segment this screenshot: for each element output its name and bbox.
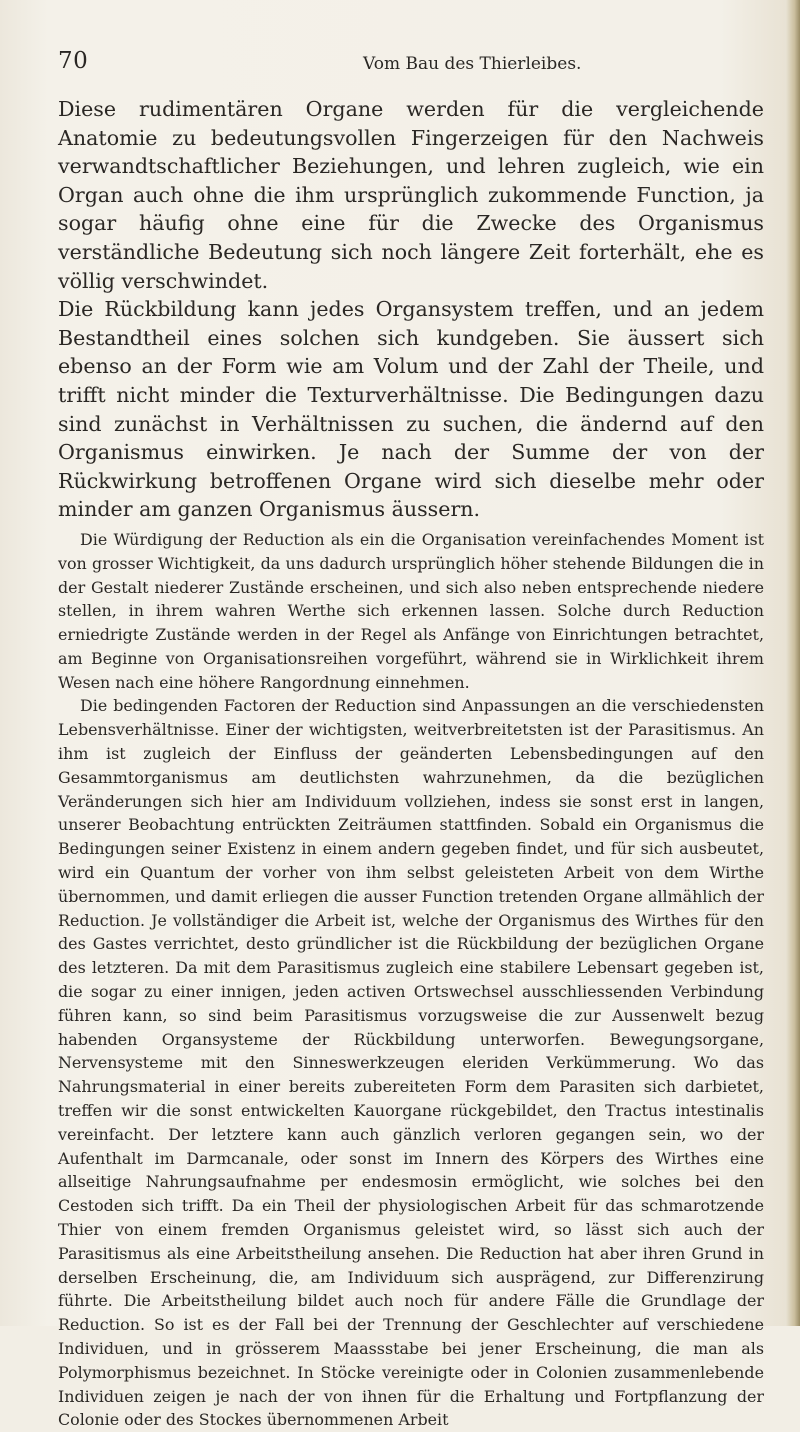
running-title: Vom Bau des Thierleibes.	[363, 54, 582, 74]
body-text	[58, 95, 764, 1432]
paragraph-regression: Die Rückbildung kann jedes Organsystem treffen, und an jedem Bestandtheil eines solchen sich kundgeben. Sie äussert sich ebenso an der Form wie am Volum und der Zahl der Theile, und trifft nicht minder die Texturverhältnisse. Die Bedingungen dazu sind zunächst in Verhältnissen zu suchen, die ändernd auf den Organismus einwirken. Je nach der Summe der von der Rückwirkung betroffenen Organe wird sich dieselbe mehr oder minder am ganzen Organismus äussern.	[58, 297, 764, 522]
page-header	[58, 48, 758, 78]
paragraph-parasitism: Die bedingenden Factoren der Reduction sind Anpassungen an die verschiedensten Lebensverhältnisse. Einer der wichtigsten, weitverbreitetsten ist der Parasitismus. An ihm ist zugleich der Einfluss der geänderten Lebensbedingungen auf den Gesammtorganismus am deutlichsten wahrzunehmen, da die bezüglichen Veränderungen sich hier am Individuum vollziehen, indess sie sonst erst in langen, unserer Beobachtung entrückten Zeiträumen stattfinden. Sobald ein Organismus die Bedingungen seiner Existenz in einem andern gegeben findet, und für sich ausbeutet, wird ein Quantum der vorher von ihm selbst geleisteten Arbeit von dem Wirthe übernommen, und damit erliegen die ausser Function tretenden Organe allmählich der Reduction. Je vollständiger die Arbeit ist, welche der Organismus des Wirthes für den des Gastes verrichtet, desto gründlicher ist die Rückbildung der bezüglichen Organe des letzteren. Da mit dem Parasitismus zugleich eine stabilere Lebensart gegeben ist, die sogar zu einer innigen, jeden activen Ortswechsel ausschliessenden Verbindung führen kann, so sind beim Parasitismus vorzugsweise die zur Aussenwelt bezug habenden Organsysteme der Rückbildung unterworfen. Bewegungsorgane, Nervensysteme mit den Sinneswerkzeugen eleriden Verkümmerung. Wo das Nahrungsmaterial in einer bereits zubereiteten Form dem Parasiten sich darbietet, treffen wir die sonst entwickelten Kauorgane rückgebildet, den Tractus intestinalis vereinfacht. Der letztere kann auch gänzlich verloren gegangen sein, wo der Aufenthalt im Darmcanale, oder sonst im Innern des Körpers des Wirthes eine allseitige Nahrungsaufnahme per endesmosin ermöglicht, wie solches bei den Cestoden sich trifft. Da ein Theil der physiologischen Arbeit für das schmarotzende Thier von einem fremden Organismus geleistet wird, so lässt sich auch der Parasitismus als eine Arbeitstheilung ansehen. Die Reduction hat aber ihren Grund in derselben Erscheinung, die, am Individuum sich ausprägend, zur Differenzirung führte. Die Arbeitstheilung bildet auch noch für andere Fälle die Grundlage der Reduction. So ist es der Fall bei der Trennung der Geschlechter auf verschiedene Individuen, und in grösserem Maassstabe bei jener Erscheinung, die man als Polymorphismus bezeichnet. In Stöcke vereinigte oder in Colonien zusammenlebende Individuen zeigen je nach der von ihnen für die Erhaltung und Fortpflanzung der Colonie oder des Stockes übernommenen Arbeit	[58, 696, 764, 1430]
page-number: 70	[58, 48, 89, 74]
main-text-section	[58, 95, 764, 524]
page-edge-shadow	[786, 0, 800, 1326]
paragraph-reduction-value: Die Würdigung der Reduction als ein die Organisation vereinfachendes Moment ist von grosser Wichtigkeit, da uns dadurch ursprünglich höher stehende Bildungen die in der Gestalt niederer Zustände erscheinen, und sich also neben entsprechende niedere stellen, in ihrem wahren Werthe sich erkennen lassen. Solche durch Reduction erniedrigte Zustände werden in der Regel als Anfänge von Einrichtungen betrachtet, am Beginne von Organisationsreihen vorgeführt, während sie in Wirklichkeit ihrem Wesen nach eine höhere Rangordnung einnehmen.	[58, 529, 764, 692]
paragraph-rudimentary-organs: Diese rudimentären Organe werden für die vergleichende Anatomie zu bedeutungsvollen Fingerzeigen für den Nachweis verwandtschaftlicher Beziehungen, und lehren zugleich, wie ein Organ auch ohne die ihm ursprünglich zukommende Function, ja sogar häufig ohne eine für die Zwecke des Organismus verständliche Bedeutung sich noch längere Zeit forterhält, ehe es völlig verschwindet.	[58, 97, 764, 293]
note-text-section	[58, 528, 764, 1432]
